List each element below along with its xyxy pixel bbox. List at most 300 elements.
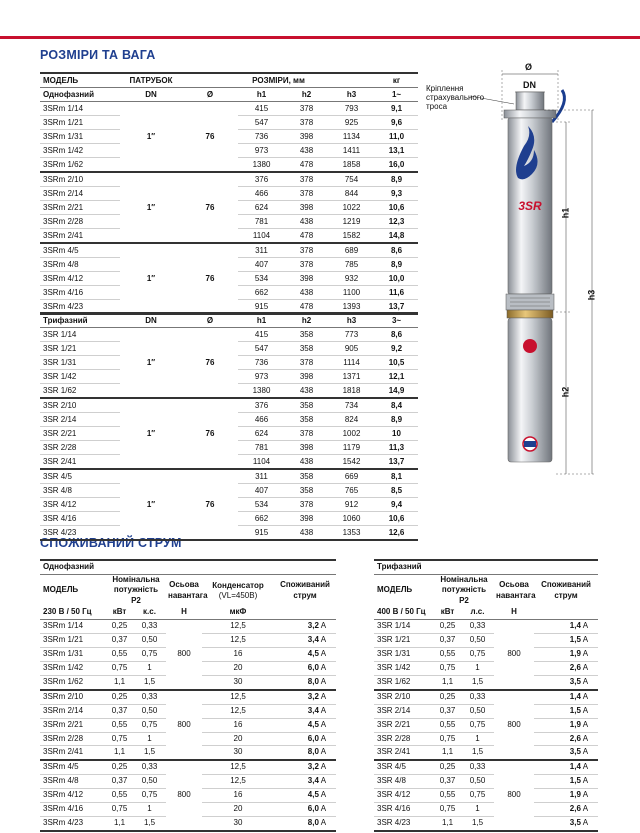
current-cell bbox=[534, 718, 598, 732]
current-unit: A bbox=[320, 649, 327, 659]
model-cell: 3SRm 2/14 bbox=[40, 704, 106, 718]
model-cell: 3SRm 1/42 bbox=[40, 662, 106, 676]
h3-cell: 1582 bbox=[328, 229, 375, 244]
h2-cell: 398 bbox=[285, 130, 328, 144]
dn-label: DN bbox=[523, 80, 536, 90]
logo-text: 3SR bbox=[518, 199, 542, 213]
h3-cell: 1393 bbox=[328, 300, 375, 315]
table-subheader-row bbox=[40, 88, 418, 102]
hp-cell: 0,33 bbox=[461, 760, 494, 774]
model-cell: 3SR 4/8 bbox=[40, 484, 120, 498]
header-current: Споживаний струм bbox=[541, 580, 591, 600]
h2-cell: 398 bbox=[285, 512, 328, 526]
table-row bbox=[374, 817, 598, 831]
kw-cell: 0,25 bbox=[434, 690, 461, 704]
hp-cell: 0,33 bbox=[133, 620, 166, 634]
current-cell bbox=[534, 746, 598, 760]
current-unit: A bbox=[582, 663, 589, 673]
current-value: 6,0 bbox=[307, 663, 319, 673]
model-cell: 3SRm 4/8 bbox=[40, 258, 120, 272]
h1-cell: 1380 bbox=[238, 384, 285, 399]
current-unit: A bbox=[582, 804, 589, 814]
header-kw: кВт bbox=[106, 606, 133, 619]
table-row bbox=[374, 732, 598, 746]
dn-cell: 1″ bbox=[120, 102, 182, 173]
current-unit: A bbox=[582, 747, 589, 757]
table-row bbox=[374, 803, 598, 817]
model-cell: 3SR 4/12 bbox=[374, 789, 434, 803]
capacitor-cell: 20 bbox=[202, 803, 274, 817]
hp-cell: 1 bbox=[133, 662, 166, 676]
h1-cell: 736 bbox=[238, 356, 285, 370]
hp-cell: 1,5 bbox=[133, 817, 166, 831]
table-row bbox=[374, 718, 598, 732]
table-row bbox=[40, 172, 418, 187]
current-three-rows bbox=[374, 620, 598, 831]
current-value: 2,6 bbox=[569, 804, 581, 814]
model-cell: 3SR 4/12 bbox=[40, 498, 120, 512]
current-value: 2,6 bbox=[569, 733, 581, 743]
header-h3: h3 bbox=[328, 88, 375, 102]
pump-drawing bbox=[420, 62, 620, 482]
h1-cell: 466 bbox=[238, 187, 285, 201]
model-cell: 3SR 2/14 bbox=[374, 704, 434, 718]
h1-cell: 415 bbox=[238, 328, 285, 342]
kw-cell: 0,75 bbox=[434, 662, 461, 676]
dn-cell: 1″ bbox=[120, 469, 182, 540]
current-table-three-phase bbox=[374, 559, 598, 832]
kw-cell: 0,37 bbox=[434, 775, 461, 789]
current-unit: A bbox=[582, 635, 589, 645]
axial-cell: 800 bbox=[166, 690, 202, 761]
hp-cell: 0,75 bbox=[133, 789, 166, 803]
current-cell bbox=[534, 760, 598, 774]
current-value: 1,4 bbox=[569, 691, 581, 701]
header-phase1: 1~ bbox=[375, 88, 418, 102]
header-dn: DN bbox=[120, 313, 182, 328]
current-value: 3,5 bbox=[569, 818, 581, 827]
kw-cell: 0,75 bbox=[434, 803, 461, 817]
current-unit: A bbox=[320, 762, 327, 772]
weight-cell: 14,8 bbox=[375, 229, 418, 244]
h1-cell: 662 bbox=[238, 512, 285, 526]
table-row bbox=[40, 243, 418, 258]
header-uf: мкФ bbox=[202, 606, 274, 619]
kw-cell: 0,55 bbox=[434, 789, 461, 803]
current-cell bbox=[274, 732, 336, 746]
h1-cell: 915 bbox=[238, 526, 285, 541]
h2-cell: 378 bbox=[285, 116, 328, 130]
h1-cell: 407 bbox=[238, 484, 285, 498]
current-unit: A bbox=[582, 649, 589, 659]
hp-cell: 1 bbox=[133, 732, 166, 746]
hp-cell: 0,33 bbox=[133, 760, 166, 774]
weight-cell: 13,7 bbox=[375, 455, 418, 470]
h3-cell: 1542 bbox=[328, 455, 375, 470]
current-unit: A bbox=[320, 747, 327, 757]
header-model: МОДЕЛЬ bbox=[40, 73, 120, 88]
h3-cell: 1858 bbox=[328, 158, 375, 173]
hp-cell: 0,75 bbox=[461, 718, 494, 732]
weight-cell: 8,9 bbox=[375, 172, 418, 187]
model-cell: 3SR 1/62 bbox=[40, 384, 120, 399]
current-value: 1,4 bbox=[569, 762, 581, 772]
capacitor-cell: 20 bbox=[202, 662, 274, 676]
h3-cell: 1353 bbox=[328, 526, 375, 541]
weight-cell: 13,7 bbox=[375, 300, 418, 315]
current-table-single-phase bbox=[40, 559, 336, 832]
section-title-current: СПОЖИВАНИЙ СТРУМ bbox=[40, 536, 182, 550]
h3-cell: 824 bbox=[328, 413, 375, 427]
header-nozzle: ПАТРУБОК bbox=[120, 73, 182, 88]
model-cell: 3SR 2/41 bbox=[374, 746, 434, 760]
model-cell: 3SR 2/10 bbox=[40, 398, 120, 413]
h1-cell: 736 bbox=[238, 130, 285, 144]
weight-cell: 9,4 bbox=[375, 498, 418, 512]
h1-cell: 415 bbox=[238, 102, 285, 116]
kw-cell: 1,1 bbox=[434, 675, 461, 689]
current-unit: A bbox=[582, 790, 589, 800]
model-cell: 3SRm 4/5 bbox=[40, 243, 120, 258]
table-header-row bbox=[40, 574, 336, 606]
hp-cell: 0,33 bbox=[461, 620, 494, 634]
current-value: 3,4 bbox=[307, 635, 319, 645]
section-single: Однофазний bbox=[40, 560, 336, 574]
capacitor-cell: 12,5 bbox=[202, 775, 274, 789]
dn-cell: 1″ bbox=[120, 172, 182, 243]
h3-cell: 1818 bbox=[328, 384, 375, 399]
current-value: 3,5 bbox=[569, 676, 581, 686]
top-red-rule bbox=[0, 36, 640, 39]
h1-cell: 311 bbox=[238, 469, 285, 484]
model-cell: 3SRm 4/5 bbox=[40, 760, 106, 774]
current-cell bbox=[274, 648, 336, 662]
header-model: МОДЕЛЬ bbox=[43, 585, 79, 595]
model-cell: 3SR 1/62 bbox=[374, 675, 434, 689]
current-unit: A bbox=[582, 762, 589, 772]
h1-cell: 376 bbox=[238, 398, 285, 413]
model-cell: 3SR 4/23 bbox=[374, 817, 434, 831]
header-voltage: 230 В / 50 Гц bbox=[40, 606, 106, 619]
hp-cell: 1,5 bbox=[461, 817, 494, 831]
model-cell: 3SR 1/31 bbox=[374, 648, 434, 662]
h3-cell: 844 bbox=[328, 187, 375, 201]
weight-cell: 8,9 bbox=[375, 413, 418, 427]
kw-cell: 1,1 bbox=[434, 746, 461, 760]
header-capacitor: Конденсатор (VL=450B) bbox=[212, 580, 264, 600]
capacitor-cell: 12,5 bbox=[202, 620, 274, 634]
model-cell: 3SR 1/21 bbox=[374, 634, 434, 648]
h2-cell: 398 bbox=[285, 370, 328, 384]
current-unit: A bbox=[582, 705, 589, 715]
current-unit: A bbox=[320, 705, 327, 715]
kw-cell: 0,55 bbox=[106, 718, 133, 732]
current-unit: A bbox=[320, 663, 327, 673]
current-cell bbox=[274, 746, 336, 760]
h2-cell: 398 bbox=[285, 201, 328, 215]
table-header-row bbox=[40, 313, 418, 328]
model-cell: 3SRm 2/10 bbox=[40, 690, 106, 704]
model-cell: 3SR 1/31 bbox=[40, 356, 120, 370]
current-cell bbox=[274, 760, 336, 774]
weight-cell: 11,6 bbox=[375, 286, 418, 300]
model-cell: 3SR 1/42 bbox=[374, 662, 434, 676]
current-value: 6,0 bbox=[307, 804, 319, 814]
h2-cell: 438 bbox=[285, 384, 328, 399]
current-unit: A bbox=[582, 733, 589, 743]
current-unit: A bbox=[320, 818, 327, 827]
current-cell bbox=[274, 675, 336, 689]
current-unit: A bbox=[582, 691, 589, 701]
current-cell bbox=[534, 675, 598, 689]
h1-cell: 547 bbox=[238, 116, 285, 130]
current-value: 8,0 bbox=[307, 747, 319, 757]
kw-cell: 0,55 bbox=[434, 648, 461, 662]
model-cell: 3SRm 1/21 bbox=[40, 634, 106, 648]
kw-cell: 1,1 bbox=[106, 817, 133, 831]
h1-cell: 781 bbox=[238, 215, 285, 229]
kw-cell: 0,55 bbox=[106, 789, 133, 803]
current-unit: A bbox=[320, 691, 327, 701]
current-value: 1,9 bbox=[569, 719, 581, 729]
current-value: 1,4 bbox=[569, 621, 581, 631]
kw-cell: 0,37 bbox=[434, 704, 461, 718]
model-cell: 3SR 1/42 bbox=[40, 370, 120, 384]
hp-cell: 0,33 bbox=[133, 690, 166, 704]
header-h2: h2 bbox=[285, 88, 328, 102]
h3-cell: 1411 bbox=[328, 144, 375, 158]
model-cell: 3SR 4/16 bbox=[374, 803, 434, 817]
header-dia: Ø bbox=[182, 88, 238, 102]
current-value: 4,5 bbox=[307, 719, 319, 729]
header-n: Н bbox=[166, 606, 202, 619]
model-cell: 3SRm 2/10 bbox=[40, 172, 120, 187]
current-cell bbox=[274, 704, 336, 718]
current-unit: A bbox=[320, 635, 327, 645]
model-cell: 3SRm 2/41 bbox=[40, 229, 120, 244]
h3-cell: 785 bbox=[328, 258, 375, 272]
cable-note: Кріплення страхувального троса bbox=[426, 84, 485, 111]
table-header-row bbox=[40, 73, 418, 88]
h1-cell: 1104 bbox=[238, 455, 285, 470]
current-unit: A bbox=[320, 790, 327, 800]
weight-cell: 10,6 bbox=[375, 512, 418, 526]
weight-cell: 10,0 bbox=[375, 272, 418, 286]
current-cell bbox=[274, 662, 336, 676]
table-row bbox=[40, 398, 418, 413]
kw-cell: 0,25 bbox=[106, 620, 133, 634]
hp-cell: 1,5 bbox=[133, 746, 166, 760]
table-row bbox=[40, 760, 336, 774]
h2-cell: 378 bbox=[285, 243, 328, 258]
h3-cell: 689 bbox=[328, 243, 375, 258]
header-kg: кг bbox=[375, 73, 418, 88]
dn-cell: 1″ bbox=[120, 243, 182, 314]
model-cell: 3SRm 1/31 bbox=[40, 648, 106, 662]
weight-cell: 8,6 bbox=[375, 328, 418, 342]
sizes-table-three-phase bbox=[40, 312, 418, 541]
current-unit: A bbox=[582, 621, 589, 631]
kw-cell: 0,25 bbox=[434, 760, 461, 774]
h2-cell: 438 bbox=[285, 215, 328, 229]
model-cell: 3SRm 2/21 bbox=[40, 718, 106, 732]
h2-cell: 378 bbox=[285, 498, 328, 512]
current-value: 1,9 bbox=[569, 790, 581, 800]
current-cell bbox=[534, 817, 598, 831]
h1-cell: 534 bbox=[238, 272, 285, 286]
kw-cell: 0,25 bbox=[434, 620, 461, 634]
h2-label: h2 bbox=[560, 386, 571, 398]
current-cell bbox=[274, 775, 336, 789]
model-cell: 3SRm 2/21 bbox=[40, 201, 120, 215]
h1-cell: 311 bbox=[238, 243, 285, 258]
model-cell: 3SRm 2/14 bbox=[40, 187, 120, 201]
model-cell: 3SRm 1/42 bbox=[40, 144, 120, 158]
capacitor-cell: 16 bbox=[202, 718, 274, 732]
current-unit: A bbox=[320, 733, 327, 743]
model-cell: 3SR 4/5 bbox=[40, 469, 120, 484]
model-cell: 3SR 2/28 bbox=[40, 441, 120, 455]
model-cell: 3SR 4/8 bbox=[374, 775, 434, 789]
kw-cell: 1,1 bbox=[106, 746, 133, 760]
hp-cell: 1 bbox=[133, 803, 166, 817]
current-unit: A bbox=[320, 676, 327, 686]
current-unit: A bbox=[320, 719, 327, 729]
hp-cell: 1 bbox=[461, 662, 494, 676]
h1-label: h1 bbox=[560, 207, 571, 219]
header-power: Номінальна потужність P2 bbox=[112, 574, 160, 605]
header-three: Трифазний bbox=[40, 313, 120, 328]
kw-cell: 0,25 bbox=[106, 690, 133, 704]
axial-cell: 800 bbox=[166, 760, 202, 831]
hp-cell: 0,50 bbox=[461, 704, 494, 718]
hp-cell: 1,5 bbox=[133, 675, 166, 689]
model-cell: 3SRm 4/23 bbox=[40, 300, 120, 315]
kw-cell: 0,37 bbox=[434, 634, 461, 648]
weight-cell: 9,6 bbox=[375, 116, 418, 130]
capacitor-cell: 16 bbox=[202, 648, 274, 662]
kw-cell: 0,75 bbox=[434, 732, 461, 746]
dia-cell: 76 bbox=[182, 328, 238, 399]
header-kw: кВт bbox=[434, 606, 461, 619]
model-cell: 3SR 1/21 bbox=[40, 342, 120, 356]
current-value: 1,9 bbox=[569, 649, 581, 659]
model-cell: 3SRm 4/12 bbox=[40, 789, 106, 803]
capacitor-cell: 30 bbox=[202, 675, 274, 689]
h2-cell: 438 bbox=[285, 286, 328, 300]
kw-cell: 1,1 bbox=[434, 817, 461, 831]
hp-cell: 0,50 bbox=[133, 775, 166, 789]
h3-cell: 1371 bbox=[328, 370, 375, 384]
table-row bbox=[374, 760, 598, 774]
h3-cell: 905 bbox=[328, 342, 375, 356]
weight-cell: 8,6 bbox=[375, 243, 418, 258]
current-value: 1,5 bbox=[569, 635, 581, 645]
kw-cell: 0,75 bbox=[106, 803, 133, 817]
h3-cell: 1134 bbox=[328, 130, 375, 144]
h1-cell: 662 bbox=[238, 286, 285, 300]
h1-cell: 781 bbox=[238, 441, 285, 455]
dia-cell: 76 bbox=[182, 469, 238, 540]
model-cell: 3SR 4/5 bbox=[374, 760, 434, 774]
hp-cell: 0,50 bbox=[133, 704, 166, 718]
weight-cell: 8,9 bbox=[375, 258, 418, 272]
capacitor-cell: 12,5 bbox=[202, 634, 274, 648]
h2-cell: 378 bbox=[285, 356, 328, 370]
weight-cell: 9,2 bbox=[375, 342, 418, 356]
hp-cell: 1 bbox=[461, 732, 494, 746]
section-three: Трифазний bbox=[374, 560, 598, 574]
model-cell: 3SRm 2/28 bbox=[40, 732, 106, 746]
current-cell bbox=[534, 732, 598, 746]
h2-cell: 438 bbox=[285, 144, 328, 158]
weight-cell: 8,4 bbox=[375, 398, 418, 413]
kw-cell: 1,1 bbox=[106, 675, 133, 689]
h1-cell: 624 bbox=[238, 201, 285, 215]
header-hp: л.с. bbox=[461, 606, 494, 619]
model-cell: 3SRm 4/16 bbox=[40, 803, 106, 817]
current-value: 3,4 bbox=[307, 705, 319, 715]
h2-cell: 358 bbox=[285, 342, 328, 356]
h2-cell: 358 bbox=[285, 398, 328, 413]
header-h1: h1 bbox=[238, 88, 285, 102]
h1-cell: 466 bbox=[238, 413, 285, 427]
kw-cell: 0,55 bbox=[106, 648, 133, 662]
weight-cell: 14,9 bbox=[375, 384, 418, 399]
header-dims: РОЗМІРИ, мм bbox=[182, 73, 375, 88]
h3-cell: 669 bbox=[328, 469, 375, 484]
model-cell: 3SRm 1/14 bbox=[40, 102, 120, 116]
weight-cell: 12,1 bbox=[375, 370, 418, 384]
capacitor-cell: 30 bbox=[202, 817, 274, 831]
current-value: 8,0 bbox=[307, 676, 319, 686]
capacitor-cell: 12,5 bbox=[202, 704, 274, 718]
current-cell bbox=[534, 620, 598, 634]
table-row bbox=[40, 102, 418, 116]
model-cell: 3SRm 1/21 bbox=[40, 116, 120, 130]
h2-cell: 358 bbox=[285, 469, 328, 484]
header-single: Однофазний bbox=[40, 88, 120, 102]
weight-cell: 12,3 bbox=[375, 215, 418, 229]
hp-cell: 0,75 bbox=[461, 648, 494, 662]
current-cell bbox=[534, 775, 598, 789]
header-h1: h1 bbox=[238, 313, 285, 328]
h2-cell: 378 bbox=[285, 427, 328, 441]
weight-cell: 11,3 bbox=[375, 441, 418, 455]
model-cell: 3SR 2/21 bbox=[374, 718, 434, 732]
weight-cell: 9,1 bbox=[375, 102, 418, 116]
header-dn: DN bbox=[120, 88, 182, 102]
current-single-rows bbox=[40, 620, 336, 831]
capacitor-cell: 30 bbox=[202, 746, 274, 760]
weight-cell: 11,0 bbox=[375, 130, 418, 144]
h2-cell: 378 bbox=[285, 172, 328, 187]
table-subheader-row bbox=[374, 606, 598, 619]
h3-cell: 1060 bbox=[328, 512, 375, 526]
header-axial: Осьова навантага bbox=[168, 580, 208, 600]
weight-cell: 8,1 bbox=[375, 469, 418, 484]
h2-cell: 478 bbox=[285, 229, 328, 244]
current-value: 3,2 bbox=[307, 621, 319, 631]
current-cell bbox=[274, 789, 336, 803]
h2-cell: 378 bbox=[285, 102, 328, 116]
h1-cell: 547 bbox=[238, 342, 285, 356]
model-cell: 3SRm 1/62 bbox=[40, 675, 106, 689]
current-unit: A bbox=[582, 719, 589, 729]
table-row bbox=[374, 704, 598, 718]
h1-cell: 973 bbox=[238, 144, 285, 158]
weight-cell: 10,5 bbox=[375, 356, 418, 370]
